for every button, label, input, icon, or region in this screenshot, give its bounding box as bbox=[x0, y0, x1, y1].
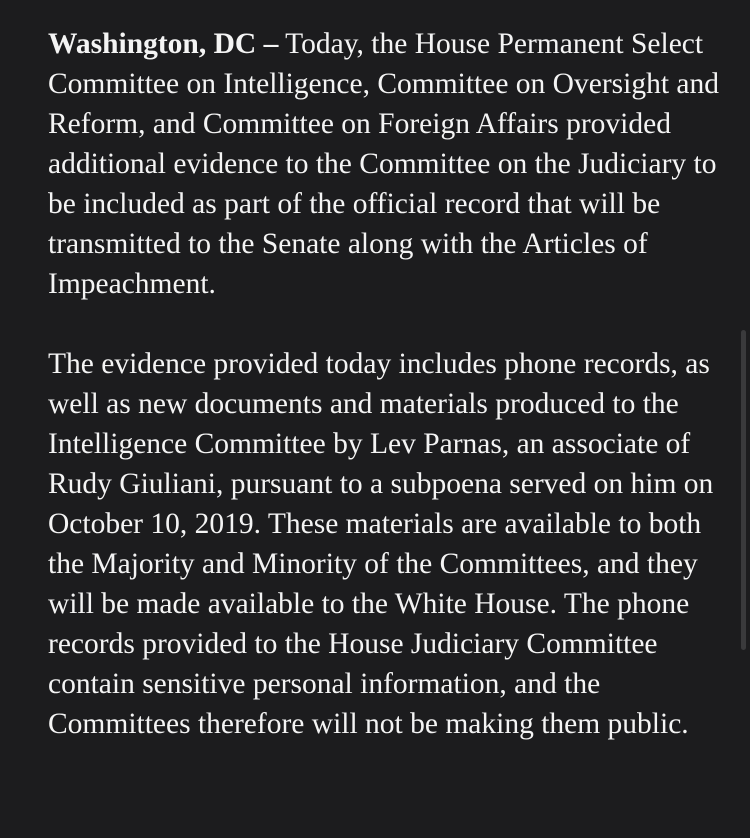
paragraph-2: The evidence provided today includes phone records, as well as new documents and materials produced to the Intelligence Committee by Lev Parnas, an associate of Rudy Giuliani, pursuant to a subpoena served on him on October 10, 2019. These materials are available to both the Majority and Minority of the Committees, and they will be made available to the White House. The phone records provided to the House Judiciary Committee contain sensitive personal information, and the Committees therefore will not be making them public. bbox=[48, 348, 714, 740]
paragraph-1 bbox=[48, 24, 728, 304]
paragraph-1-text: Today, the House Permanent Select Committee on Intelligence, Committee on Oversight and Reform, and Committee on Foreign Affairs provided additional evidence to the Committee on the Judiciary to be included as part of the official record that will be transmitted to the Senate along with the Articles of Impeachment. bbox=[48, 28, 719, 300]
dateline: Washington, DC – bbox=[48, 28, 279, 60]
press-release-body bbox=[48, 24, 728, 744]
scrollbar[interactable] bbox=[741, 330, 746, 650]
